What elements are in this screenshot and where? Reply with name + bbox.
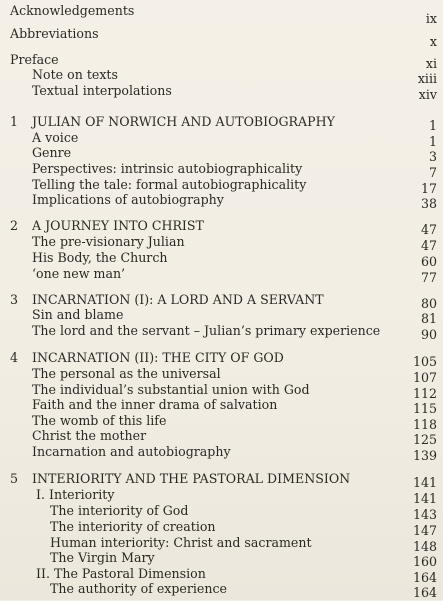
entry-page: xiii <box>417 71 437 86</box>
toc-entry <box>0 487 443 506</box>
section-page: 38 <box>420 196 437 211</box>
section-page: 164 <box>412 570 437 585</box>
chapter-page: 80 <box>420 296 437 311</box>
toc-entry <box>0 397 443 416</box>
toc-entry <box>0 428 443 447</box>
section-page: 118 <box>412 417 437 432</box>
section-title: The authority of experience <box>50 581 228 596</box>
section-page: 164 <box>412 585 437 600</box>
toc-entry <box>0 581 443 600</box>
toc-entry <box>0 161 443 180</box>
section-page: 125 <box>412 432 437 447</box>
section-title: Faith and the inner drama of salvation <box>32 397 278 412</box>
chapter-title: INCARNATION (I): A LORD AND A SERVANT <box>32 292 324 307</box>
chapter-page: 1 <box>428 118 437 133</box>
toc-entry <box>0 382 443 401</box>
toc-entry <box>0 250 443 269</box>
chapter-heading <box>0 292 443 311</box>
section-title: Sin and blame <box>32 307 124 322</box>
chapter-title: A JOURNEY INTO CHRIST <box>32 218 204 233</box>
section-title: I. Interiority <box>36 487 115 502</box>
section-page: 1 <box>428 134 437 149</box>
entry-page: ix <box>425 11 437 26</box>
toc-entry <box>0 444 443 463</box>
toc-entry <box>0 3 443 26</box>
section-title: Perspectives: intrinsic autobiographicality <box>32 161 303 176</box>
toc-entry <box>0 192 443 211</box>
chapter-number: 1 <box>10 114 19 129</box>
toc-entry <box>0 323 443 342</box>
toc-entry <box>0 535 443 554</box>
entry-title: Abbreviations <box>10 26 99 41</box>
toc-entry <box>0 67 443 86</box>
chapter-title: INTERIORITY AND THE PASTORAL DIMENSION <box>32 471 351 486</box>
section-page: 112 <box>412 386 437 401</box>
section-title: The interiority of God <box>50 503 189 518</box>
toc-entry <box>0 519 443 538</box>
section-page: 107 <box>412 370 437 385</box>
toc-entry <box>0 566 443 585</box>
toc-entry <box>0 83 443 102</box>
entry-title: Note on texts <box>32 67 118 82</box>
entry-page: xiv <box>418 87 437 102</box>
section-title: A voice <box>32 130 79 145</box>
section-page: 115 <box>412 401 437 416</box>
section-title: The individual’s substantial union with God <box>32 382 310 397</box>
chapter-number: 5 <box>10 471 19 486</box>
section-page: 139 <box>412 448 437 463</box>
section-title: Incarnation and autobiography <box>32 444 231 459</box>
section-page: 3 <box>428 149 437 164</box>
entry-page: x <box>429 34 437 49</box>
section-title: Christ the mother <box>32 428 147 443</box>
section-page: 160 <box>412 554 437 569</box>
toc-entry <box>0 307 443 326</box>
toc-entry <box>0 177 443 196</box>
section-title: ‘one new man’ <box>32 266 126 281</box>
chapter-number: 2 <box>10 218 19 233</box>
section-title: The pre-visionary Julian <box>32 234 185 249</box>
toc-entry <box>0 234 443 253</box>
section-page: 141 <box>412 491 437 506</box>
section-page: 47 <box>420 238 437 253</box>
section-title: Genre <box>32 145 72 160</box>
toc-entry <box>0 52 443 71</box>
section-page: 143 <box>412 507 437 522</box>
toc-entry <box>0 145 443 164</box>
entry-title: Textual interpolations <box>32 83 172 98</box>
toc-entry <box>0 503 443 522</box>
chapter-heading <box>0 471 443 490</box>
section-page: 77 <box>420 270 437 285</box>
section-page: 90 <box>420 327 437 342</box>
section-page: 81 <box>420 311 437 326</box>
section-title: The Virgin Mary <box>50 550 155 565</box>
section-page: 147 <box>412 523 437 538</box>
section-title: The interiority of creation <box>50 519 216 534</box>
toc-entry <box>0 26 443 49</box>
chapter-page: 105 <box>412 354 437 369</box>
section-title: Telling the tale: formal autobiographicality <box>32 177 307 192</box>
section-page: 148 <box>412 539 437 554</box>
section-title: Human interiority: Christ and sacrament <box>50 535 312 550</box>
chapter-number: 3 <box>10 292 19 307</box>
chapter-heading <box>0 114 443 133</box>
section-title: The womb of this life <box>32 413 167 428</box>
chapter-number: 4 <box>10 350 19 365</box>
chapter-title: JULIAN OF NORWICH AND AUTOBIOGRAPHY <box>32 114 335 129</box>
toc-entry <box>0 550 443 569</box>
chapter-heading <box>0 218 443 237</box>
section-page: 60 <box>420 254 437 269</box>
entry-title: Preface <box>10 52 59 67</box>
chapter-title: INCARNATION (II): THE CITY OF GOD <box>32 350 284 365</box>
chapter-heading <box>0 350 443 369</box>
section-title: His Body, the Church <box>32 250 168 265</box>
toc-entry <box>0 130 443 149</box>
entry-page: xi <box>425 56 437 71</box>
section-title: The personal as the universal <box>32 366 221 381</box>
chapter-page: 141 <box>412 475 437 490</box>
chapter-page: 47 <box>420 222 437 237</box>
toc-entry <box>0 266 443 285</box>
toc-entry <box>0 366 443 385</box>
toc-entry <box>0 413 443 432</box>
section-page: 7 <box>428 165 437 180</box>
section-title: The lord and the servant – Julian’s primary experience <box>32 323 381 338</box>
section-title: Implications of autobiography <box>32 192 224 207</box>
entry-title: Acknowledgements <box>10 3 135 18</box>
section-page: 17 <box>420 181 437 196</box>
section-title: II. The Pastoral Dimension <box>36 566 206 581</box>
